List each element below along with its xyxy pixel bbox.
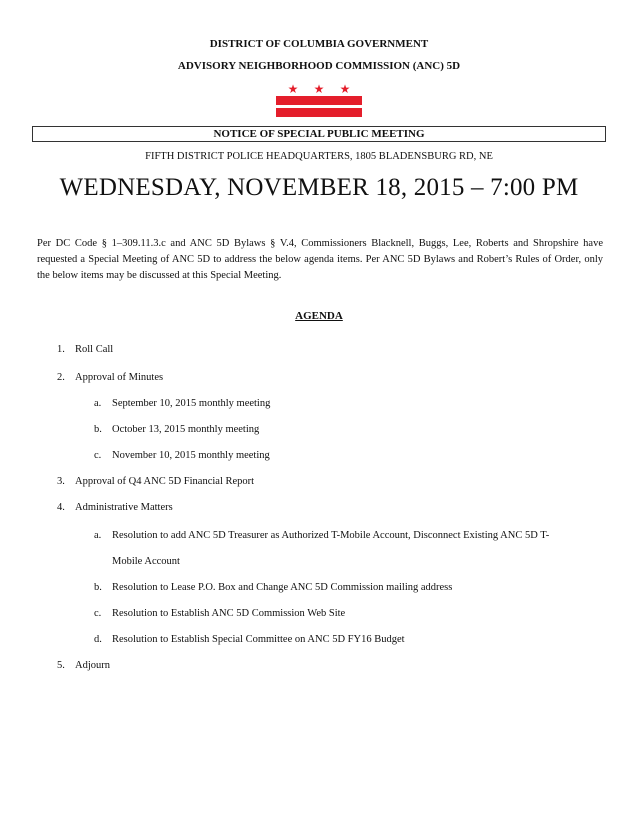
meeting-datetime: WEDNESDAY, NOVEMBER 18, 2015 – 7:00 PM <box>59 174 579 201</box>
flag-bar-bottom <box>276 108 362 117</box>
agenda-subitem-letter: d. <box>94 634 102 645</box>
agenda-subitem-text: Resolution to Lease P.O. Box and Change ANC 5D Commission mailing address <box>112 582 453 593</box>
dc-flag-icon <box>276 82 362 118</box>
agenda-subitem-text: October 13, 2015 monthly meeting <box>112 424 260 435</box>
agenda-item-number: 1. <box>57 344 65 355</box>
agenda-item-text: Approval of Minutes <box>75 372 164 383</box>
agenda-subitem-letter: b. <box>94 582 102 593</box>
flag-star-3: ★ <box>339 82 351 96</box>
agenda-item-text: Roll Call <box>75 344 114 355</box>
agenda-item-number: 5. <box>57 660 65 671</box>
agenda-item-text: Adjourn <box>75 660 110 671</box>
agenda-subitem-text: Resolution to Establish ANC 5D Commission Web Site <box>112 608 346 619</box>
flag-star-2: ★ <box>313 82 325 96</box>
agenda-item-number: 2. <box>57 372 65 383</box>
agenda-item-text: Administrative Matters <box>75 502 173 513</box>
agenda-subitem-text: Resolution to Establish Special Committee on ANC 5D FY16 Budget <box>112 634 405 645</box>
intro-paragraph: Per DC Code § 1–309.11.3.c and ANC 5D Bylaws § V.4, Commissioners Blacknell, Buggs, Lee, Roberts and Shropshire have requested a Special Meeting of ANC 5D to address the below agenda items. Per ANC 5D Bylaws and Robert’s Rules of Order, only the below items may be discussed at this Special Meeting. <box>37 238 603 281</box>
government-title: DISTRICT OF COLUMBIA GOVERNMENT <box>209 38 429 50</box>
agenda-subitem-text: Mobile Account <box>112 556 180 567</box>
agenda-item-number: 3. <box>57 476 65 487</box>
agenda-subitem-letter: b. <box>94 424 102 435</box>
agenda-subitem-text: November 10, 2015 monthly meeting <box>112 450 270 461</box>
agenda-subitem-text: Resolution to add ANC 5D Treasurer as Authorized T-Mobile Account, Disconnect Existing ANC 5D T- <box>112 530 550 541</box>
notice-title-box: NOTICE OF SPECIAL PUBLIC MEETING <box>32 126 606 142</box>
commission-title: ADVISORY NEIGHBORHOOD COMMISSION (ANC) 5D <box>177 60 461 72</box>
flag-bar-top <box>276 96 362 105</box>
meeting-location: FIFTH DISTRICT POLICE HEADQUARTERS, 1805 BLADENSBURG RD, NE <box>145 151 493 162</box>
agenda-item-number: 4. <box>57 502 65 513</box>
agenda-subitem-letter: a. <box>94 398 102 409</box>
agenda-item-text: Approval of Q4 ANC 5D Financial Report <box>75 476 255 487</box>
agenda-subitem-text: September 10, 2015 monthly meeting <box>112 398 271 409</box>
agenda-subitem-letter: c. <box>94 608 102 619</box>
agenda-subitem-letter: a. <box>94 530 102 541</box>
agenda-subitem-letter: c. <box>94 450 102 461</box>
flag-star-1: ★ <box>287 82 299 96</box>
agenda-heading: AGENDA <box>295 310 343 322</box>
